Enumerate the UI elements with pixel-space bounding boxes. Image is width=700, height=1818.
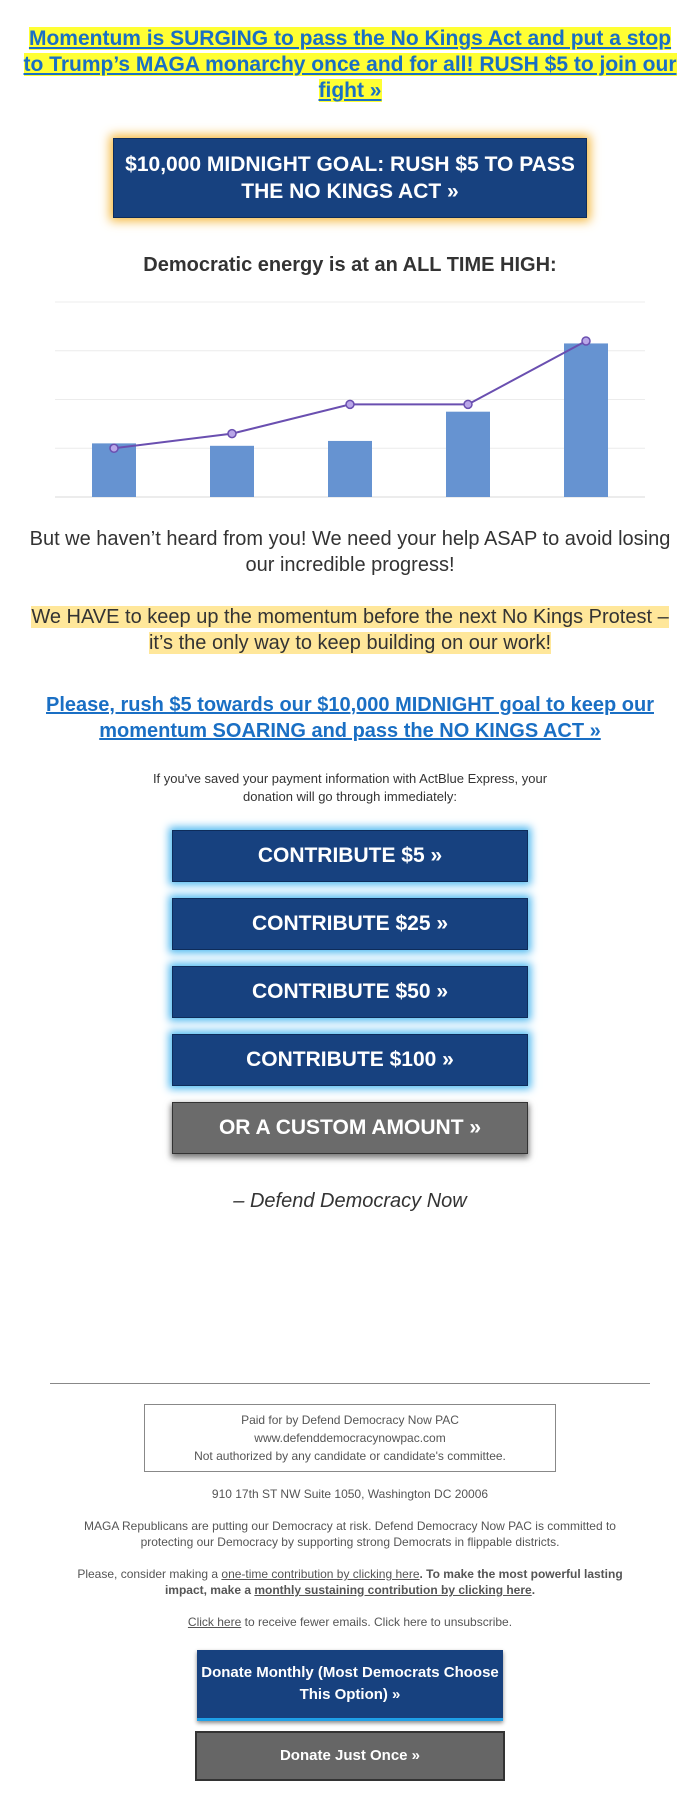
headline-link[interactable]: Momentum is SURGING to pass the No Kings Act and put a stop to Trump’s MAGA monarchy once and for all! RUSH $5 to join our fight » [23,27,677,102]
chart-point [346,400,354,408]
contribute-100-button[interactable]: CONTRIBUTE $100 » [172,1034,528,1086]
contribute-5-button[interactable]: CONTRIBUTE $5 » [172,830,528,882]
one-time-link[interactable]: one-time contribution by clicking here [221,1567,420,1581]
contribute-50-button[interactable]: CONTRIBUTE $50 » [172,966,528,1018]
email-body [0,26,700,1781]
donate-monthly-button[interactable]: Donate Monthly (Most Democrats Choose This Option) » [197,1650,503,1721]
unsubscribe-line [0,1614,700,1630]
chart-point [228,430,236,438]
chart-trend-line [114,341,586,448]
signature: – Defend Democracy Now [233,1190,467,1212]
fewer-emails-link[interactable]: Click here [187,1615,242,1629]
midnight-goal-button[interactable]: $10,000 MIDNIGHT GOAL: RUSH $5 TO PASS THE NO KINGS ACT » [113,138,587,218]
chart-point [582,337,590,345]
paid-by-line: Paid for by Defend Democracy Now PAC [241,1413,459,1427]
actblue-note: If you've saved your payment information with ActBlue Express, your donation will go through immediately: [152,771,548,804]
contribute-25-button[interactable]: CONTRIBUTE $25 » [172,898,528,950]
chart-bar [446,412,490,497]
chart-point [110,444,118,452]
not-authorized-line: Not authorized by any candidate or candidate's committee. [194,1449,506,1463]
chart-bar [564,343,608,497]
goal-link-paragraph [28,692,672,744]
chart-point [464,400,472,408]
footer-divider [50,1383,650,1384]
paragraph-momentum [28,604,672,656]
chart-bar [328,441,372,497]
chart-bar [210,446,254,497]
unsubscribe-text: to receive fewer emails. Click here to unsubscribe. [241,1615,513,1629]
consider-prefix: Please, consider making a [77,1567,222,1581]
paragraph-progress: But we haven’t heard from you! We need your help ASAP to avoid losing our incredible progress! [29,528,671,576]
custom-amount-button[interactable]: OR A CUSTOM AMOUNT » [172,1102,528,1154]
monthly-link[interactable]: monthly sustaining contribution by clicking here [254,1583,532,1597]
address: 910 17th ST NW Suite 1050, Washington DC 20006 [211,1487,489,1501]
paid-for-box [144,1404,556,1472]
consider-paragraph [60,1566,640,1598]
highlighted-text: We HAVE to keep up the momentum before the next No Kings Protest – it’s the only way to keep building on our work! [31,606,669,654]
headline [22,26,678,104]
donate-once-button[interactable]: Donate Just Once » [195,1731,505,1781]
energy-chart [50,297,650,502]
chart-heading: Democratic energy is at an ALL TIME HIGH: [143,254,557,276]
goal-link[interactable]: Please, rush $5 towards our $10,000 MIDNIGHT goal to keep our momentum SOARING and pass the NO KINGS ACT » [46,694,654,742]
consider-mid: . To make the most powerful lasting impact, make a [164,1567,623,1597]
consider-end: . [531,1583,536,1597]
website-line: www.defenddemocracynowpac.com [254,1431,446,1445]
mission-statement: MAGA Republicans are putting our Democracy at risk. Defend Democracy Now PAC is committed to protecting our Democracy by supporting strong Democrats in flippable districts. [84,1519,616,1549]
